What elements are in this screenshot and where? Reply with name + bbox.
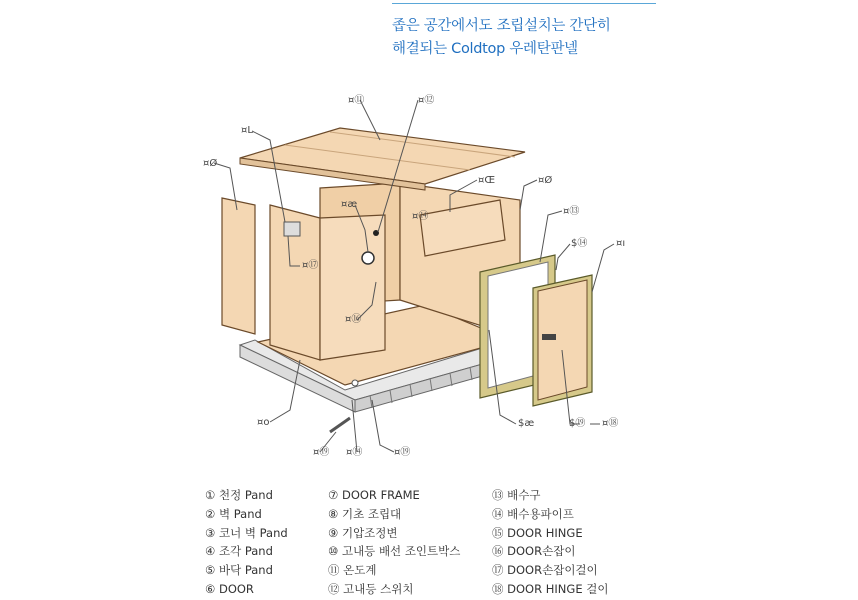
- legend-item: ⑱ DOOR HINGE 걸이: [492, 581, 609, 596]
- legend-item: ① 천정 Pand: [205, 488, 273, 502]
- callout-label: $⑲: [569, 418, 586, 429]
- callout-label: ¤⑭: [412, 211, 429, 222]
- legend-item: ⑫ 고내등 스위치: [328, 581, 414, 596]
- callout-label: ¤æ: [341, 199, 358, 210]
- legend-item: ⑨ 기압조정변: [328, 525, 398, 540]
- callout-label: ¤o: [257, 417, 270, 428]
- callout-label: ¤⑱: [602, 418, 619, 429]
- headline-line-2: 해결되는 Coldtop 우레탄판넬: [392, 41, 578, 57]
- callout-label: ¤Ø: [203, 158, 218, 169]
- legend-item: ③ 코너 벽 Pand: [205, 525, 288, 540]
- legend-item: ⑤ 바닥 Pand: [205, 563, 273, 578]
- headline-line-1: 좁은 공간에서도 조립설치는 간단히: [392, 18, 611, 34]
- legend-item: ⑮ DOOR HINGE: [492, 525, 583, 540]
- legend-item: ⑩ 고내등 배선 조인트박스: [328, 544, 461, 559]
- callout-label: ¤L: [241, 125, 253, 136]
- legend-column-2: [328, 486, 460, 599]
- callout-label: ¤⑪: [348, 95, 365, 106]
- legend-item: ⑭ 배수용파이프: [492, 506, 574, 521]
- legend-item: ⑦ DOOR FRAME: [328, 488, 420, 502]
- legend-column-3: [492, 486, 608, 599]
- legend-item: ⑪ 온도계: [328, 563, 377, 578]
- callout-label: ¤⑭: [346, 447, 363, 458]
- legend-item: ⑬ 배수구: [492, 488, 541, 502]
- callout-label: ¤⑲: [394, 447, 411, 458]
- front-walls: [222, 198, 385, 360]
- callout-label: $⑭: [571, 238, 588, 249]
- door: [533, 275, 592, 406]
- callout-label: ¤⑫: [418, 95, 435, 106]
- callout-label: ¤⑬: [563, 206, 580, 217]
- legend-item: ⑥ DOOR: [205, 581, 254, 596]
- callout-label: ¤Ø: [538, 175, 553, 186]
- legend-item: ④ 조각 Pand: [205, 544, 273, 559]
- callout-label: ¤⑯: [345, 314, 362, 325]
- callout-label: ¤⑲: [313, 447, 330, 458]
- legend-item: ⑯ DOOR손잡이: [492, 544, 576, 559]
- legend-item: ⑰ DOOR손잡이걸이: [492, 563, 598, 578]
- legend-column-1: [205, 486, 288, 599]
- legend-item: ⑧ 기초 조립대: [328, 506, 402, 521]
- callout-label: ¤⑰: [302, 260, 319, 271]
- callout-label: ¤ı: [616, 238, 626, 249]
- legend-item: ② 벽 Pand: [205, 506, 262, 521]
- callout-label: $æ: [518, 418, 535, 429]
- callout-label: ¤Œ: [478, 175, 496, 186]
